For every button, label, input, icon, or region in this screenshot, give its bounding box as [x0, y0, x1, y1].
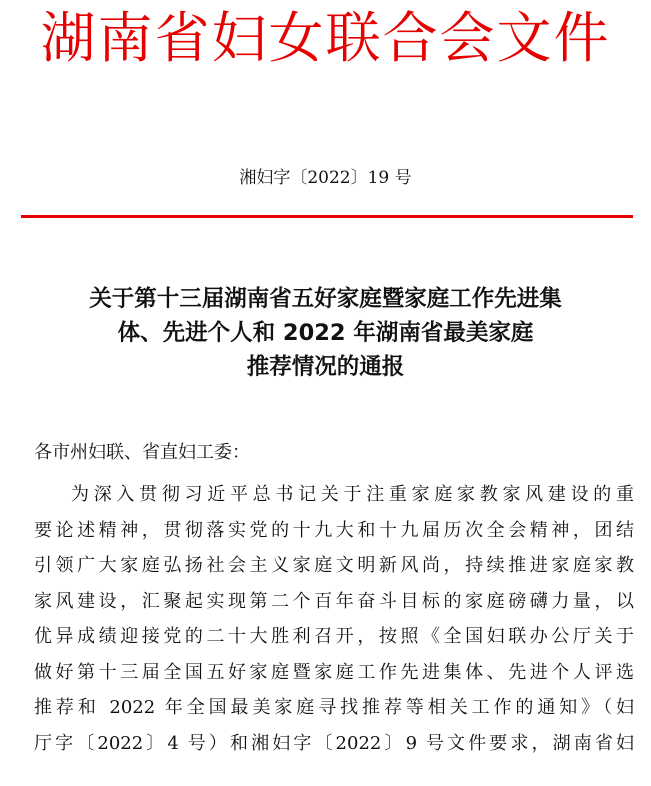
body-line: 要论述精神，贯彻落实党的十九大和十九届历次全会精神，团结: [34, 519, 634, 541]
salutation: 各市州妇联、省直妇工委：: [34, 442, 250, 463]
notice-title: [0, 282, 651, 384]
document-header-title: 湖南省妇女联合会文件: [40, 6, 611, 70]
body-line: 优异成绩迎接党的二十大胜利召开，按照《全国妇联办公厅关于: [34, 626, 634, 647]
title-line: 关于第十三届湖南省五好家庭暨家庭工作先进集: [89, 286, 562, 312]
body-line: 做好第十三届全国五好家庭暨家庭工作先进集体、先进个人评选: [34, 661, 634, 683]
red-divider-line: [21, 215, 633, 218]
body-line: 家风建设，汇聚起实现第二个百年奋斗目标的家庭磅礴力量，以: [34, 590, 634, 612]
title-line: 推荐情况的通报: [246, 354, 405, 380]
document-number: 湘妇字〔2022〕19 号: [239, 168, 412, 188]
body-line: 厅字〔2022〕4 号）和湘妇字〔2022〕9 号文件要求，湖南省妇: [34, 732, 634, 754]
title-line: 体、先进个人和 2022 年湖南省最美家庭: [117, 320, 534, 346]
body-paragraph: [34, 477, 634, 761]
body-line: 引领广大家庭弘扬社会主义家庭文明新风尚，持续推进家庭家教: [34, 555, 634, 576]
body-line: 推荐和 2022 年全国最美家庭寻找推荐等相关工作的通知》（妇: [34, 697, 634, 718]
body-line: 为深入贯彻习近平总书记关于注重家庭家教家风建设的重: [71, 484, 634, 505]
